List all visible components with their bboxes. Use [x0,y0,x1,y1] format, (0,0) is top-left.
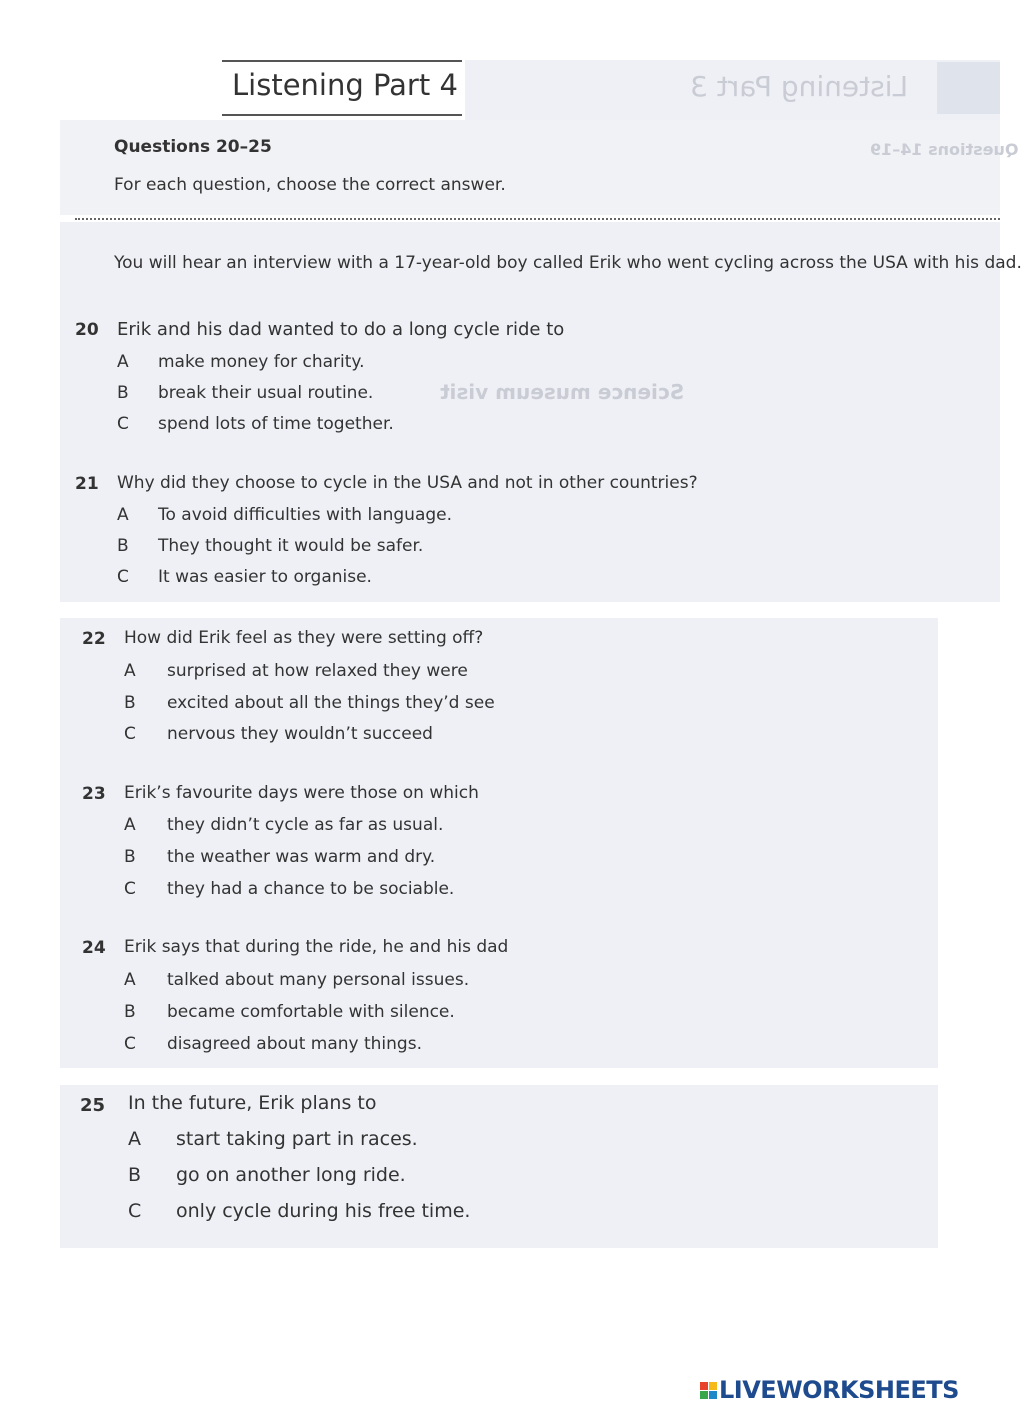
logo-mark-icon [700,1382,717,1399]
background-accent-square [937,62,1000,114]
instruction-text: For each question, choose the correct answer. [114,175,506,195]
question-number: 25 [80,1095,106,1116]
question-text: Erik’s favourite days were those on which [124,783,479,803]
dotted-divider [75,218,1000,220]
liveworksheets-logo [700,1375,959,1405]
option-letter: B [117,383,129,403]
question-number: 21 [75,474,99,494]
option-letter: C [124,1034,136,1054]
bleed-through-title: Listening Part 3 [690,70,909,103]
question-number: 23 [82,784,106,804]
intro-text: You will hear an interview with a 17-year-old boy called Erik who went cycling across the USA with his dad. [114,253,1022,273]
question-text: Erik says that during the ride, he and his dad [124,937,509,957]
question-number: 20 [75,320,99,340]
option-letter: C [124,724,136,744]
option-text[interactable]: only cycle during his free time. [176,1200,471,1222]
option-text[interactable]: talked about many personal issues. [167,970,470,990]
question-text: In the future, Erik plans to [128,1092,377,1114]
option-text[interactable]: break their usual routine. [158,383,374,403]
option-letter: C [124,879,136,899]
option-letter: C [128,1200,142,1222]
option-letter: B [117,536,129,556]
bleed-through-questions: Questions 14–19 [870,140,1019,159]
question-text: Why did they choose to cycle in the USA and not in other countries? [117,473,698,493]
questions-heading: Questions 20–25 [114,137,272,157]
option-text[interactable]: disagreed about many things. [167,1034,422,1054]
option-letter: C [117,414,129,434]
option-letter: B [124,1002,136,1022]
option-text[interactable]: they had a chance to be sociable. [167,879,455,899]
option-text[interactable]: excited about all the things they’d see [167,693,495,713]
bleed-through-museum: Science museum visit [440,380,685,404]
option-letter: A [117,352,129,372]
question-number: 24 [82,938,106,958]
option-letter: A [117,505,129,525]
option-letter: A [124,661,136,681]
question-text: How did Erik feel as they were setting off? [124,628,484,648]
logo-text: LIVEWORKSHEETS [719,1376,959,1404]
option-text[interactable]: To avoid difficulties with language. [158,505,453,525]
option-text[interactable]: they didn’t cycle as far as usual. [167,815,444,835]
option-text[interactable]: It was easier to organise. [158,567,372,587]
question-text: Erik and his dad wanted to do a long cycle ride to [117,319,565,340]
option-text[interactable]: spend lots of time together. [158,414,394,434]
option-text[interactable]: surprised at how relaxed they were [167,661,468,681]
option-text[interactable]: make money for charity. [158,352,365,372]
option-letter: A [124,970,136,990]
option-letter: A [128,1128,141,1150]
question-number: 22 [82,629,106,649]
background-panel-top [60,120,1000,215]
option-text[interactable]: became comfortable with silence. [167,1002,455,1022]
option-text[interactable]: go on another long ride. [176,1164,406,1186]
page-title: Listening Part 4 [232,68,458,102]
option-letter: A [124,815,136,835]
option-letter: C [117,567,129,587]
option-letter: B [128,1164,142,1186]
option-letter: B [124,847,136,867]
option-text[interactable]: the weather was warm and dry. [167,847,436,867]
background-panel-2 [60,618,938,1068]
option-text[interactable]: They thought it would be safer. [158,536,424,556]
option-text[interactable]: nervous they wouldn’t succeed [167,724,433,744]
option-text[interactable]: start taking part in races. [176,1128,418,1150]
option-letter: B [124,693,136,713]
